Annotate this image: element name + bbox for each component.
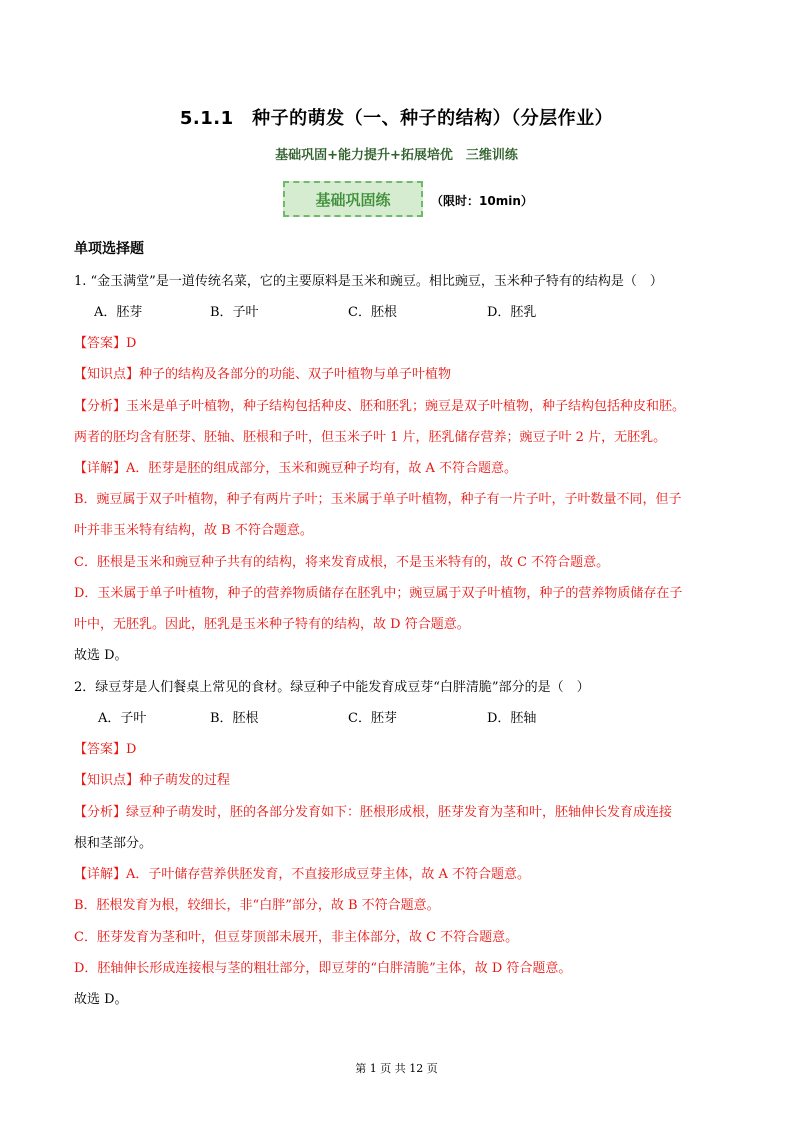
q1-conclusion: 故选 D。: [74, 648, 128, 663]
q2-detail-a: 【详解】A．子叶储存营养供胚发育，不直接形成豆芽主体，故 A 不符合题意。: [74, 867, 531, 882]
q1-detail-b-line-2: 叶并非玉米特有结构，故 B 不符合题意。: [74, 523, 313, 538]
q2-option-a: A．子叶: [98, 711, 147, 726]
q1-detail-d-line-1: D．玉米属于单子叶植物，种子的营养物质储存在胚乳中；豌豆属于双子叶植物，种子的营养物质储存在子: [74, 586, 683, 601]
q1-detail-c: C．胚根是玉米和豌豆种子共有的结构，将来发育成根，不是玉米特有的，故 C 不符合题意。: [74, 555, 610, 570]
q2-answer: 【答案】D: [74, 742, 137, 757]
q1-option-a: A．胚芽: [94, 305, 143, 320]
q1-option-b: B．子叶: [210, 305, 259, 320]
q1-detail-b-line-1: B．豌豆属于双子叶植物，种子有两片子叶；玉米属于单子叶植物，种子有一片子叶，子叶数量不同，但子: [74, 492, 682, 507]
q2-conclusion: 故选 D。: [74, 992, 128, 1007]
q1-answer: 【答案】D: [74, 336, 137, 351]
section-badge: 基础巩固练: [283, 181, 423, 217]
q2-detail-c: C．胚芽发育为茎和叶，但豆芽顶部未展开，非主体部分，故 C 不符合题意。: [74, 930, 519, 945]
q2-analysis-line-1: 【分析】绿豆种子萌发时，胚的各部分发育如下：胚根形成根，胚芽发育为茎和叶，胚轴伸长发育成连接: [74, 805, 673, 820]
section-title: 单项选择题: [74, 241, 144, 257]
q1-option-d: D．胚乳: [487, 305, 537, 320]
q1-knowledge: 【知识点】种子的结构及各部分的功能、双子叶植物与单子叶植物: [74, 367, 452, 382]
q2-option-b: B．胚根: [210, 711, 259, 726]
q1-analysis-line-2: 两者的胚均含有胚芽、胚轴、胚根和子叶，但玉米子叶 1 片，胚乳储存营养；豌豆子叶 2 片，无胚乳。: [74, 430, 667, 445]
q2-option-c: C．胚芽: [348, 711, 397, 726]
q2-knowledge: 【知识点】种子萌发的过程: [74, 773, 231, 788]
q2-analysis-line-2: 根和茎部分。: [74, 836, 153, 851]
question-1-stem: 1. “金玉满堂”是一道传统名菜，它的主要原料是玉米和豌豆。相比豌豆，玉米种子特有的结构是（ ）: [74, 274, 663, 289]
q1-detail-d-line-2: 叶中，无胚乳。因此，胚乳是玉米种子特有的结构，故 D 符合题意。: [74, 617, 470, 632]
q2-option-d: D．胚轴: [487, 711, 537, 726]
q1-option-c: C．胚根: [348, 305, 397, 320]
question-2-stem: 2．绿豆芽是人们餐桌上常见的食材。绿豆种子中能发育成豆芽“白胖清脆”部分的是（ ）: [74, 680, 590, 695]
page-title: 5.1.1 种子的萌发（一、种子的结构）（分层作业）: [179, 108, 614, 129]
page-subtitle: 基础巩固+能力提升+拓展培优 三维训练: [275, 148, 518, 163]
q1-analysis-line-1: 【分析】玉米是单子叶植物，种子结构包括种皮、胚和胚乳；豌豆是双子叶植物，种子结构包括种皮和胚。: [74, 399, 686, 414]
q2-detail-b: B．胚根发育为根，较细长，非“白胖”部分，故 B 不符合题意。: [74, 898, 440, 913]
page-footer: 第 1 页 共 12 页: [355, 1062, 438, 1075]
q2-detail-d: D．胚轴伸长形成连接根与茎的粗壮部分，即豆芽的“白胖清脆”主体，故 D 符合题意。: [74, 961, 572, 976]
time-limit: （限时：10min）: [431, 194, 533, 208]
q1-detail-a: 【详解】A．胚芽是胚的组成部分，玉米和豌豆种子均有，故 A 不符合题意。: [74, 461, 518, 476]
